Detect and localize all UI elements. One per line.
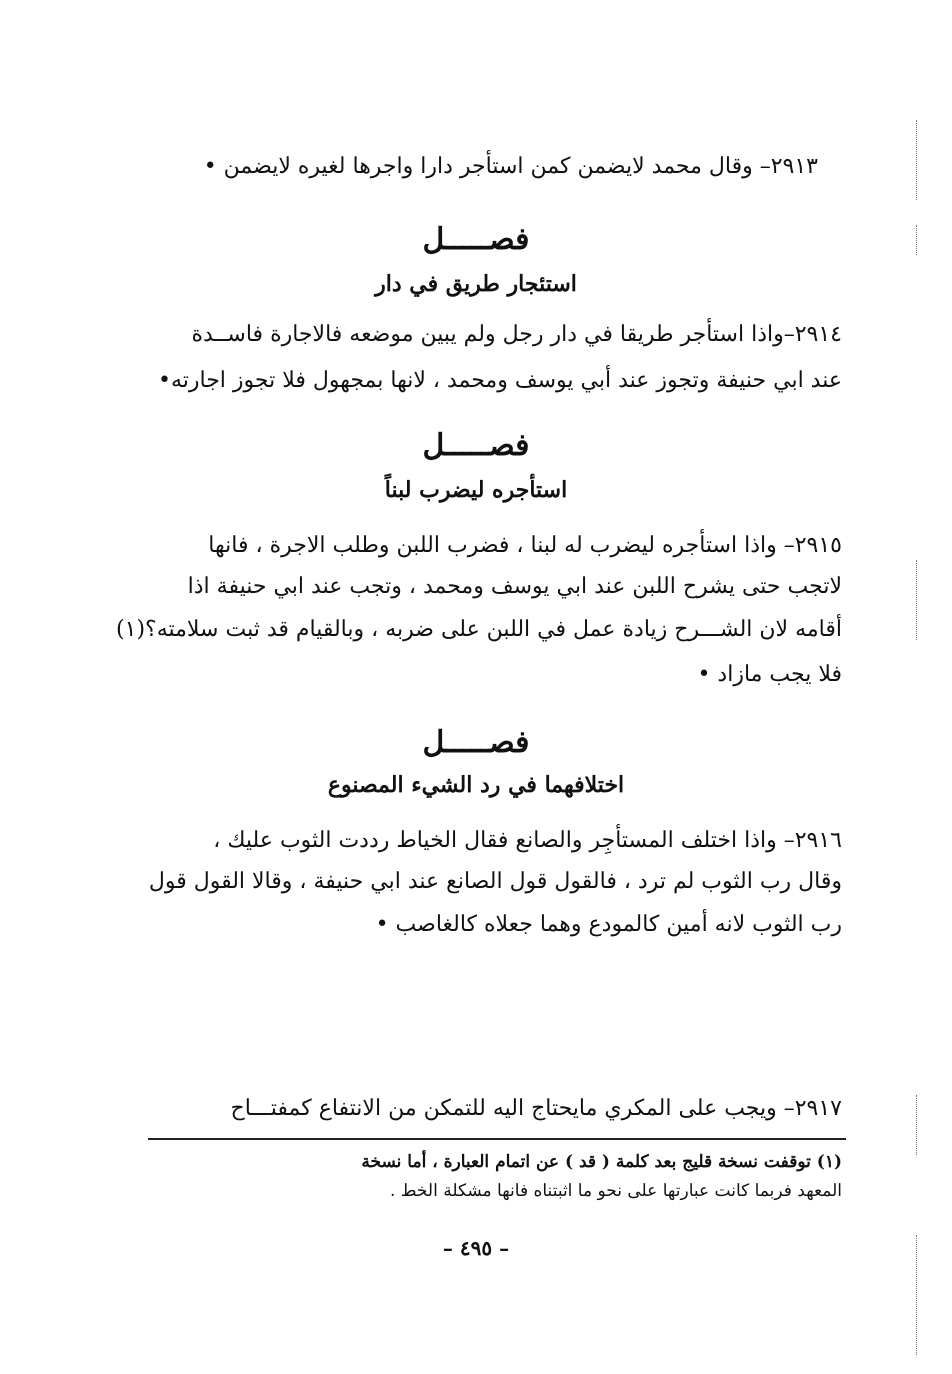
paragraph-2915-line-3: أقامه لان الشـــرح زيادة عمل في اللبن على ضربه ، وبالقيام قد ثبت سلامته؟(١) — [116, 617, 842, 642]
margin-dotted-mark — [916, 120, 917, 200]
footnote-line-2: المعهد فربما كانت عبارتها على نحو ما اثبتناه فانها مشكلة الخط . — [389, 1181, 842, 1201]
footnote-divider — [148, 1138, 846, 1140]
section-subtitle-1: استئجار طريق في دار — [375, 271, 577, 297]
paragraph-2917-line-1: ٢٩١٧– ويجب على المكري مايحتاج اليه للتمكن من الانتفاع كمفتـــاح — [230, 1096, 842, 1121]
paragraph-2916-line-3: رب الثوب لانه أمين كالمودع وهما جعلاه كالغاصب • — [375, 912, 842, 937]
margin-dotted-mark — [916, 560, 917, 640]
section-heading-fasl-3: فصـــــل — [422, 725, 530, 760]
margin-dotted-mark — [916, 1095, 917, 1155]
paragraph-2916-line-1: ٢٩١٦– واذا اختلف المستأجِر والصانع فقال الخياط رددت الثوب عليك ، — [213, 828, 842, 853]
paragraph-2913-line-1: ٢٩١٣– وقال محمد لايضمن كمن استأجر دارا واجرها لغيره لايضمن • — [203, 154, 818, 179]
section-heading-fasl-1: فصـــــل — [422, 222, 530, 257]
footnote-line-1: (١) توقفت نسخة قليج بعد كلمة ( قد ) عن اتمام العبارة ، أما نسخة — [361, 1152, 842, 1172]
section-subtitle-2: استأجره ليضرب لبناً — [384, 477, 568, 503]
paragraph-2915-line-2: لاتجب حتى يشرح اللبن عند ابي يوسف ومحمد ، وتجب عند ابي حنيفة اذا — [187, 574, 842, 599]
section-subtitle-3: اختلافهما في رد الشيء المصنوع — [327, 772, 625, 798]
paragraph-2914-line-1: ٢٩١٤–واذا استأجر طريقا في دار رجل ولم يبين موضعه فالاجارة فاســدة — [191, 322, 842, 347]
paragraph-2914-line-2: عند ابي حنيفة وتجوز عند أبي يوسف ومحمد ، لانها بمجهول فلا تجوز اجارته• — [157, 368, 842, 393]
paragraph-2916-line-2: وقال رب الثوب لم ترد ، فالقول قول الصانع عند ابي حنيفة ، وقالا القول قول — [148, 869, 842, 894]
page-number: – ٤٩٥ – — [442, 1236, 510, 1260]
paragraph-2915-line-4: فلا يجب مازاد • — [697, 662, 842, 687]
section-heading-fasl-2: فصـــــل — [422, 428, 530, 463]
paragraph-2915-line-1: ٢٩١٥– واذا استأجره ليضرب له لبنا ، فضرب اللبن وطلب الاجرة ، فانها — [208, 533, 842, 558]
